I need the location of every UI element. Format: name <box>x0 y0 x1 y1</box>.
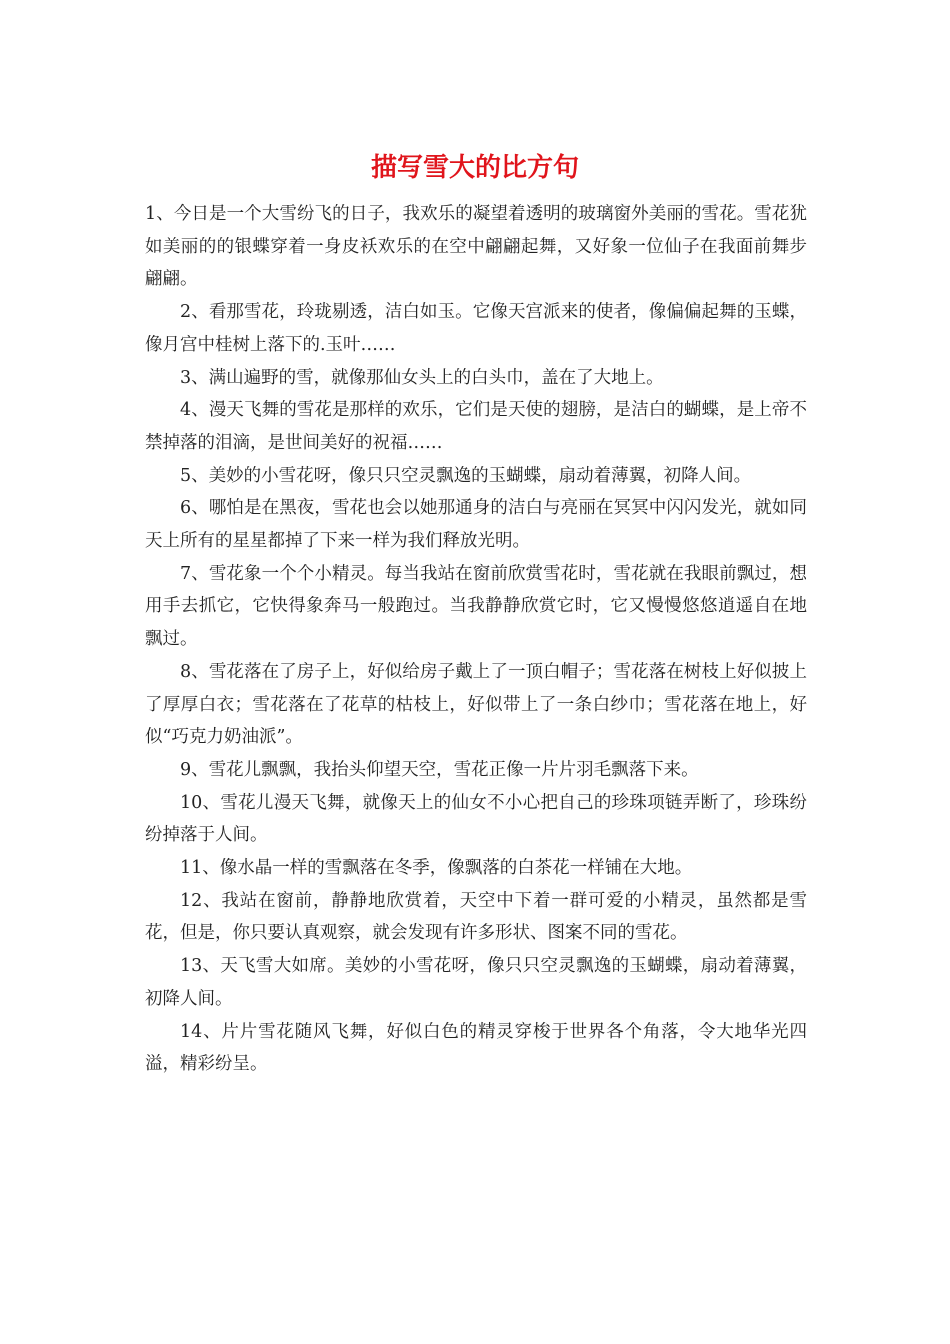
paragraph-8: 8、雪花落在了房子上，好似给房子戴上了一顶白帽子；雪花落在树枝上好似披上了厚厚白衣；雪花落在了花草的枯枝上，好似带上了一条白纱巾；雪花落在地上，好似“巧克力奶油派”。 <box>145 661 807 748</box>
document-body <box>145 198 807 1081</box>
paragraph-11: 11、像水晶一样的雪飘落在冬季，像飘落的白茶花一样铺在大地。 <box>180 858 693 879</box>
paragraph-12: 12、我站在窗前，静静地欣赏着，天空中下着一群可爱的小精灵，虽然都是雪花，但是，你只要认真观察，就会发现有许多形状、图案不同的雪花。 <box>145 890 807 944</box>
paragraph-4: 4、漫天飞舞的雪花是那样的欢乐，它们是天使的翅膀，是洁白的蝴蝶，是上帝不禁掉落的泪滴，是世间美好的祝福…… <box>145 400 807 453</box>
document-title: 描写雪大的比方句 <box>370 153 579 183</box>
paragraph-6: 6、哪怕是在黑夜，雪花也会以她那通身的洁白与亮丽在冥冥中闪闪发光，就如同天上所有的星星都掉了下来一样为我们释放光明。 <box>145 498 807 552</box>
paragraph-9: 9、雪花儿飘飘，我抬头仰望天空，雪花正像一片片羽毛飘落下来。 <box>180 759 699 780</box>
paragraph-1: 1、今日是一个大雪纷飞的日子，我欢乐的凝望着透明的玻璃窗外美丽的雪花。雪花犹如美丽的的银蝶穿着一身皮袄欢乐的在空中翩翩起舞，又好象一位仙子在我面前舞步翩翩。 <box>145 204 807 290</box>
paragraph-2: 2、看那雪花，玲珑剔透，洁白如玉。它像天宫派来的使者，像偏偏起舞的玉蝶，像月宫中桂树上落下的.玉叶…… <box>145 302 807 355</box>
paragraph-3: 3、满山遍野的雪，就像那仙女头上的白头巾，盖在了大地上。 <box>180 367 664 388</box>
paragraph-13: 13、天飞雪大如席。美妙的小雪花呀，像只只空灵飘逸的玉蝴蝶，扇动着薄翼，初降人间。 <box>145 956 807 1009</box>
paragraph-7: 7、雪花象一个个小精灵。每当我站在窗前欣赏雪花时，雪花就在我眼前飘过，想用手去抓它，它快得象奔马一般跑过。当我静静欣赏它时，它又慢慢悠悠逍遥自在地飘过。 <box>145 563 807 650</box>
paragraph-10: 10、雪花儿漫天飞舞，就像天上的仙女不小心把自己的珍珠项链弄断了，珍珠纷纷掉落于人间。 <box>145 792 807 846</box>
paragraph-14: 14、片片雪花随风飞舞，好似白色的精灵穿梭于世界各个角落，令大地华光四溢，精彩纷呈。 <box>145 1021 807 1075</box>
paragraph-5: 5、美妙的小雪花呀，像只只空灵飘逸的玉蝴蝶，扇动着薄翼，初降人间。 <box>180 465 752 486</box>
